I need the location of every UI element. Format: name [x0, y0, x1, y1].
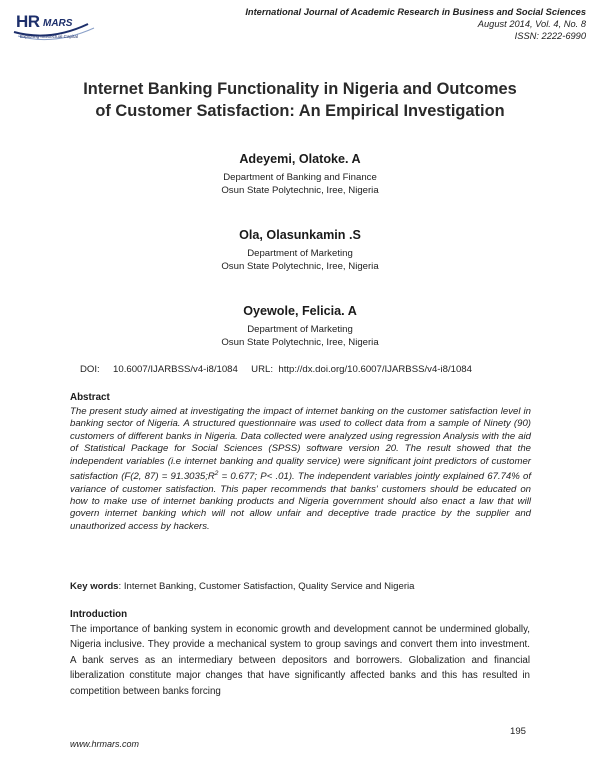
author-block-3: [0, 303, 600, 349]
logo-main-text: HR: [16, 12, 40, 31]
abstract-superscript: 2: [214, 470, 219, 478]
introduction-text: The importance of banking system in economic growth and development cannot be undermined globally, Nigeria inclusive. They provide a mechanical system to group savings and convert them into investment. A bank serves as an intermediary between depositors and borrowers. Globalization and financial liberalization constitute major changes that have significantly affected banks and this has resulted in competition between banks forcing: [70, 624, 530, 697]
author-block-2: [0, 227, 600, 273]
author-block-1: [0, 151, 600, 197]
author-name: Adeyemi, Olatoke. A: [239, 152, 361, 166]
hrmars-logo: [10, 6, 110, 50]
keywords-line: [70, 581, 414, 592]
footer-url[interactable]: www.hrmars.com: [70, 739, 140, 749]
introduction-heading: Introduction: [70, 609, 128, 620]
abstract-text-part-1: The present study aimed at investigating the impact of internet banking on the customer satisfaction level in banking sector of Nigeria. A structured questionnaire was used to collect data from a sample of Ninety (90) customers of different banks in Nigeria. Data collected were analyzed using regression Analysis with the aid of Statistical Package for Social Sciences (SPSS) software version 20. The result showed that the independent variables (i.e internet banking and quality service) were significant joint predictors of customer satisfaction (F(2, 87) = 91.3035;R: [70, 406, 531, 483]
page-number: 195: [510, 726, 527, 737]
author-name: Oyewole, Felicia. A: [243, 304, 357, 318]
author-name: Ola, Olasunkamin .S: [239, 228, 361, 242]
journal-issue: August 2014, Vol. 4, No. 8: [477, 19, 586, 29]
journal-issn: ISSN: 2222-6990: [514, 31, 586, 41]
author-institution: Osun State Polytechnic, Iree, Nigeria: [221, 261, 379, 272]
abstract-heading: Abstract: [70, 392, 110, 403]
author-institution: Osun State Polytechnic, Iree, Nigeria: [221, 337, 379, 348]
keywords-label: Key words: [70, 581, 119, 592]
doi-line: DOI: 10.6007/IJARBSS/v4-i8/1084 URL: http://dx.doi.org/10.6007/IJARBSS/v4-i8/1084: [80, 364, 472, 375]
author-institution: Osun State Polytechnic, Iree, Nigeria: [221, 185, 379, 196]
title-line-1: Internet Banking Functionality in Nigeria and Outcomes: [83, 80, 517, 98]
logo-tagline: Exploring Intellectual Capital: [20, 34, 78, 39]
title-line-2: of Customer Satisfaction: An Empirical Investigation: [95, 102, 505, 120]
abstract-text: [70, 406, 531, 533]
journal-name: International Journal of Academic Research in Business and Social Sciences: [245, 7, 586, 17]
keywords-text: : Internet Banking, Customer Satisfaction, Quality Service and Nigeria: [118, 581, 415, 592]
author-department: Department of Banking and Finance: [223, 172, 377, 183]
author-department: Department of Marketing: [247, 248, 353, 259]
abstract-text-part-2: = 0.677; P< .01). The independent variables jointly explained 67.74% of variance of customer satisfaction. This paper recommends that banks' customers should be educated on how to make use of internet banking products and Nigeria government should also enact a law that will govern internet banking which will not allow unfair and deceptive trade practice by the supplier and unauthorized access by hackers.: [70, 471, 531, 532]
paper-title: [30, 78, 570, 122]
journal-header: [245, 6, 586, 42]
author-department: Department of Marketing: [247, 324, 353, 335]
logo-suffix-text: MARS: [43, 18, 73, 29]
